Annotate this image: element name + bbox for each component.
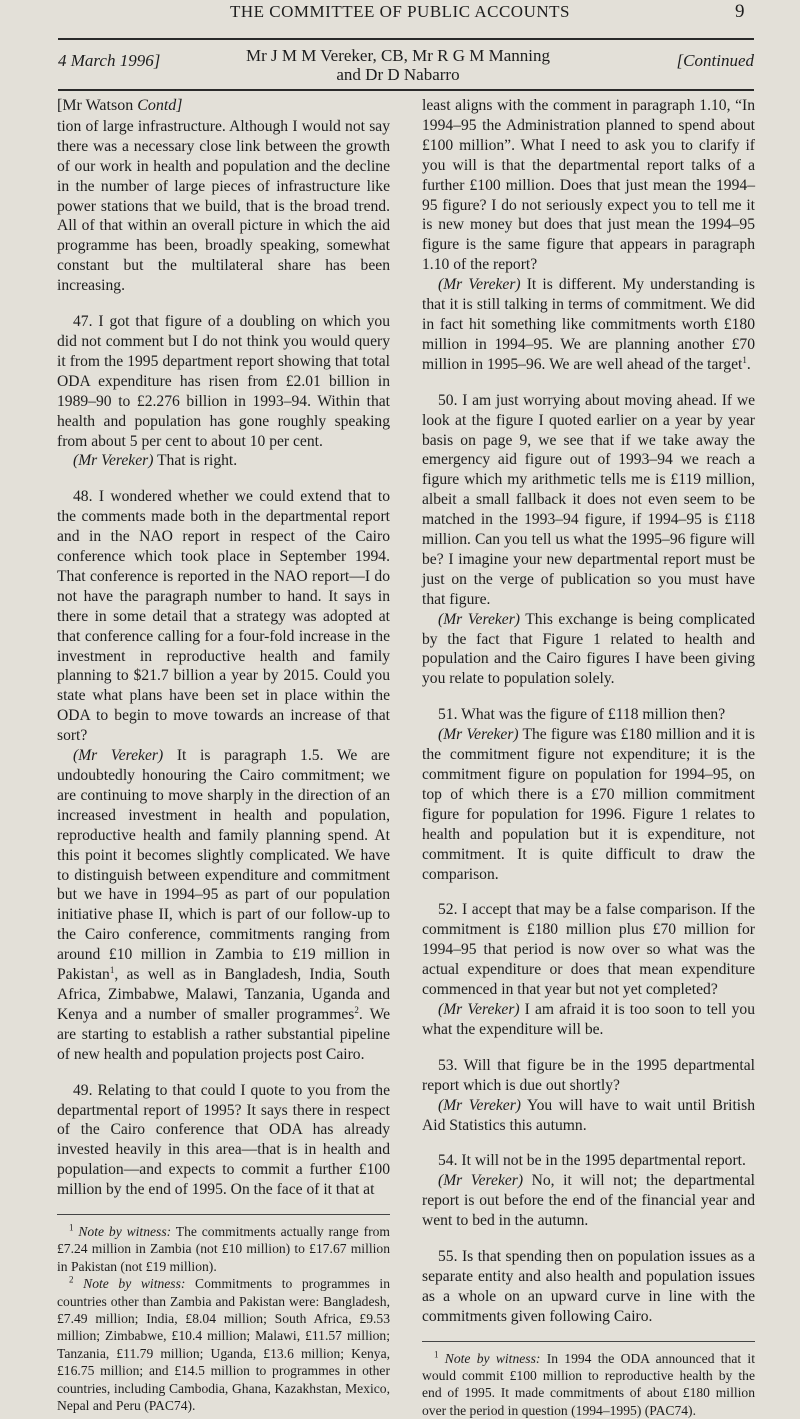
answer-48-text-1: It is paragraph 1.5. We are undoubtedly honouring the Cairo commitment; we are continuing to move sharply in the direction of an increased investment in health and population, reproductive health and family planning spend. At this point it becomes slightly complicated. We have to distinguish between expenditure and commitment but we have in 1994–95 as part of our population initiative phase II, which is part of our follow-up to the Cairo conference, commitments ranging from around £10 million in Zambia to £19 million in Pakistan bbox=[57, 747, 390, 984]
answer-53-text: You will have to wait until British Aid Statistics this autumn. bbox=[422, 1096, 755, 1134]
answer-50 bbox=[422, 610, 755, 690]
left-column bbox=[57, 96, 390, 1415]
witness-names bbox=[188, 46, 608, 84]
question-50: 50. I am just worrying about moving ahead. If we look at the figure I quoted earlier on a year by year basis on page 9, we see that if we take away the emergency aid figure out of 1993–94 we reach a figure which my arithmetic tells me is £119 million, albeit a small fallback it does not even seem to be matched in the 1993–94 figure, if 1994–95 is £118 million. Can you tell us what the 1995–96 figure will be? I imagine your new departmental report must be just on the verge of publication so you must have that figure. bbox=[422, 391, 755, 608]
answer-51-speaker: (Mr Vereker) bbox=[438, 726, 519, 744]
answer-53-speaker: (Mr Vereker) bbox=[438, 1096, 521, 1114]
speaker-heading-name: Mr Watson bbox=[62, 97, 134, 114]
answer-52 bbox=[422, 1000, 755, 1040]
question-55: 55. Is that spending then on population issues as a separate entity and also health and population issues as a whole on an upward curve in line with the commitments given following Cairo. bbox=[422, 1248, 755, 1325]
question-54: 54. It will not be in the 1995 departmental report. bbox=[438, 1152, 746, 1170]
header-rule-bottom bbox=[58, 89, 754, 91]
footnote-2-mark: 2 bbox=[69, 1274, 74, 1285]
answer-48 bbox=[57, 746, 390, 1065]
answer-48-text-2: , as well as in Bangladesh, India, South Africa, Zimbabwe, Malawi, Tanzania, Uganda and Kenya and a number of smaller programmes bbox=[57, 966, 390, 1023]
question-51: 51. What was the figure of £118 million then? bbox=[438, 706, 726, 724]
footnote-2-text: Commitments to programmes in countries other than Zambia and Pakistan were: Bangladesh, £7.49 million; India, £8.04 million; South Africa, £9.53 million; Zimbabwe, £10.4 million; Malawi, £11.57 million; Tanzania, £11.79 million; Uganda, £13.6 million; Kenya, £16.75 million; and £14.5 million to programmes in other countries, including Cambodia, Ghana, Kazakhstan, Mexico, Nepal and Peru (PAC74). bbox=[57, 1276, 391, 1414]
footnote-ref-1: 1 bbox=[109, 964, 115, 975]
answer-54 bbox=[422, 1171, 755, 1231]
answer-50-speaker: (Mr Vereker) bbox=[438, 610, 520, 628]
footnote-divider-right bbox=[422, 1341, 755, 1342]
answer-52-text: I am afraid it is too soon to tell you what the expenditure will be. bbox=[422, 1000, 755, 1038]
page-number: 9 bbox=[735, 1, 745, 22]
footnote-right-1-mark: 1 bbox=[434, 1349, 439, 1360]
footnote-ref-right-1: 1 bbox=[742, 354, 747, 365]
question-49-continued: least aligns with the comment in paragraph 1.10, “In 1994–95 the Administration planned to spend about £100 million”. What I need to ask you to clarify if you will is that the departmental report talks of a further £100 million. Does that just mean the 1994–95 figure? I do not seriously expect you to tell me it is new money but does that just mean the 1994–95 figure is the same figure that appears in paragraph 1.10 of the report? bbox=[422, 97, 755, 274]
footnote-right-1-label: Note by witness: bbox=[444, 1350, 541, 1366]
question-48: 48. I wondered whether we could extend that to the comments made both in the departmental report and in the NAO report in respect of the Cairo conference which took place in September 1994. That conference is reported in the NAO report—I do not have the paragraph number to hand. It says in there in some detail that a strategy was adopted at that conference calling for a four-fold increase in the investment in reproductive health and family planning to $21.7 billion a year by 2015. Could you state what plans have been set in place within the ODA to begin to move towards an increase of that sort? bbox=[57, 488, 390, 745]
speaker-heading bbox=[57, 96, 390, 116]
hearing-date: 4 March 1996] bbox=[58, 51, 161, 70]
footnote-2 bbox=[57, 1275, 390, 1414]
answer-49-speaker: (Mr Vereker) bbox=[438, 276, 521, 294]
answer-47 bbox=[57, 451, 390, 471]
running-title-text: THE COMMITTEE OF PUBLIC ACCOUNTS bbox=[230, 2, 570, 21]
footnote-1 bbox=[57, 1223, 390, 1275]
answer-52-speaker: (Mr Vereker) bbox=[438, 1000, 520, 1018]
question-47: 47. I got that figure of a doubling on which you did not comment but I do not think you would query it from the 1995 department report showing that total ODA expenditure has risen from £2.01 billion in 1989–90 to £2.276 billion in 1993–94. Within that health and population has gone roughly speaking from about 5 per cent to about 10 per cent. bbox=[57, 313, 390, 450]
answer-51 bbox=[422, 725, 755, 884]
witness-line-1: Mr J M M Vereker, CB, Mr R G M Manning bbox=[245, 46, 551, 65]
answer-54-speaker: (Mr Vereker) bbox=[438, 1172, 524, 1190]
answer-49 bbox=[422, 275, 755, 375]
footnote-1-text: The commitments actually range from £7.24 million in Zambia (not £10 million) to £17.67 million in Pakistan (not £19 million). bbox=[57, 1224, 390, 1274]
header-rule-top bbox=[58, 38, 754, 40]
answer-49-text-1: It is different. My understanding is that it is still talking in terms of commitment. We did in fact hit something like commitments worth £180 million in 1994–95. We are planning another £70 million in 1995–96. We are well ahead of the target bbox=[422, 276, 755, 373]
footnote-1-mark: 1 bbox=[69, 1222, 74, 1233]
answer-51-text: The figure was £180 million and it is the commitment figure not expenditure; it is the commitment figure on population for 1994–95, on top of which there is a £70 million commitment figure for population for 1996. Figure 1 relates to health and population but it is expenditure, not commitment. It is quite difficult to draw the comparison. bbox=[422, 726, 755, 883]
running-title bbox=[0, 0, 800, 24]
speaker-heading-prefix: [ bbox=[57, 97, 63, 114]
question-52: 52. I accept that may be a false comparison. If the commitment is £180 million plus £70 million for 1994–95 that period is now over so what was the actual expenditure or does that mean expenditure commenced in that year but not yet completed? bbox=[422, 901, 755, 999]
footnote-ref-2: 2 bbox=[354, 1004, 359, 1015]
question-53: 53. Will that figure be in the 1995 departmental report which is due out shortly? bbox=[422, 1056, 755, 1094]
footnote-1-label: Note by witness: bbox=[78, 1224, 172, 1240]
answer-54-text: No, it will not; the departmental report is out before the end of the financial year and went to bed in the autumn. bbox=[422, 1172, 755, 1230]
footnote-right-1-text: In 1994 the ODA announced that it would commit £100 million to reproductive health by the end of 1995. It made commitments of about £180 million over the period in question (1994–1995) (PAC74). bbox=[422, 1350, 755, 1418]
answer-47-text: That is right. bbox=[157, 452, 238, 470]
speaker-heading-suffix: Contd] bbox=[137, 97, 183, 114]
footnote-right-1 bbox=[422, 1350, 755, 1419]
answer-49-text-2: . bbox=[746, 355, 751, 373]
question-49: 49. Relating to that could I quote to you from the departmental report of 1995? It says there in respect of the Cairo conference that ODA has already invested heavily in this area—that is in health and population—and expects to commit a further £100 million by the end of 1995. On the face of it that at bbox=[57, 1081, 390, 1199]
answer-53 bbox=[422, 1096, 755, 1136]
footnote-2-label: Note by witness: bbox=[83, 1276, 186, 1292]
answer-50-text: This exchange is being complicated by the fact that Figure 1 related to health and population and the Cairo figures I have been giving you relate to population solely. bbox=[422, 610, 756, 688]
footnote-divider bbox=[57, 1214, 390, 1215]
answer-47-speaker: (Mr Vereker) bbox=[73, 452, 154, 470]
paragraph-intro: tion of large infrastructure. Although I would not say there was a necessary close link between the growth of our work in health and population and the decline in the number of large pieces of infrastructure like power stations that we build, that is the broad trend. All of that within an overall picture in which the aid programme has been, broadly speaking, somewhat constant but the multilateral share has been increasing. bbox=[57, 117, 390, 295]
continued-label: [Continued bbox=[676, 51, 754, 70]
right-column bbox=[422, 96, 755, 1419]
witness-band bbox=[58, 43, 754, 89]
answer-48-speaker: (Mr Vereker) bbox=[73, 747, 164, 765]
witness-line-2: and Dr D Nabarro bbox=[336, 65, 460, 84]
answer-48-text-3: . We are starting to establish a rather substantial pipeline of new health and population projects post Cairo. bbox=[57, 1005, 390, 1063]
